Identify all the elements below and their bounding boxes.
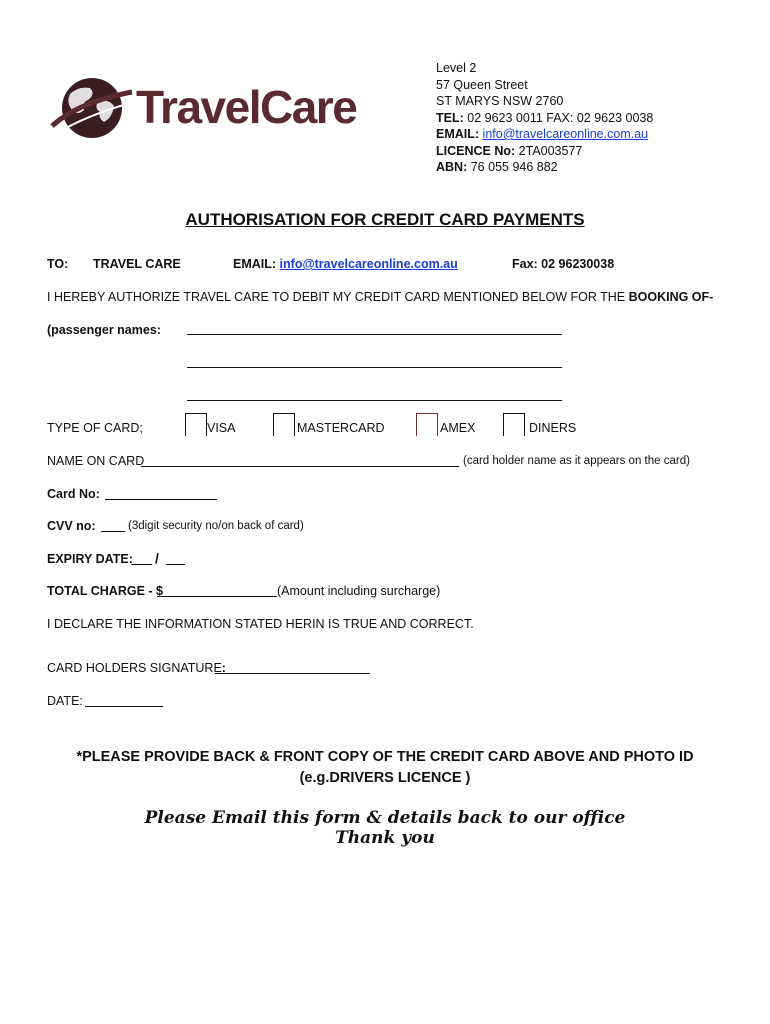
authorize-text [47, 290, 713, 304]
name-on-card-note: (card holder name as it appears on the card) [463, 455, 690, 467]
to-label: TO: [47, 257, 69, 271]
email-line [436, 126, 653, 143]
passenger-name-line-1[interactable] [187, 334, 562, 335]
notice-line-1: *PLEASE PROVIDE BACK & FRONT COPY OF THE CREDIT CARD ABOVE AND PHOTO ID [76, 749, 694, 765]
to-value: TRAVEL CARE [93, 257, 181, 271]
signature-label [47, 661, 226, 675]
card-no-label: Card No: [47, 487, 100, 501]
mastercard-label: MASTERCARD [297, 421, 385, 435]
tel-label: TEL: [436, 110, 464, 125]
signature-colon: : [221, 661, 226, 675]
authorize-text-main: I HEREBY AUTHORIZE TRAVEL CARE TO DEBIT MY CREDIT CARD MENTIONED BELOW FOR THE [47, 290, 629, 304]
licence-value: 2TA003577 [518, 143, 583, 158]
expiry-year-field[interactable] [166, 564, 185, 565]
visa-checkbox[interactable] [185, 413, 207, 436]
date-field[interactable] [85, 706, 163, 707]
logo-text: TravelCare [136, 81, 357, 133]
card-type-label: TYPE OF CARD; [47, 421, 143, 435]
instruction-line-1: Please Email this form & details back to our office [144, 808, 626, 828]
page-title: AUTHORISATION FOR CREDIT CARD PAYMENTS [185, 210, 585, 229]
licence-line [436, 143, 653, 160]
to-email-link[interactable]: info@travelcareonline.com.au [279, 257, 458, 271]
amex-label: AMEX [440, 421, 476, 435]
expiry-label: EXPIRY DATE: [47, 552, 133, 566]
travelcare-logo [48, 72, 378, 144]
visa-label: VISA [207, 421, 236, 435]
expiry-month-field[interactable] [131, 564, 152, 565]
passenger-name-line-2[interactable] [187, 367, 562, 368]
cvv-note: (3digit security no/on back of card) [128, 520, 304, 532]
signature-label-text: CARD HOLDERS SIGNATURE [47, 661, 222, 675]
signature-field[interactable] [215, 673, 370, 674]
card-no-field[interactable] [105, 499, 217, 500]
abn-label: ABN: [436, 160, 468, 174]
tel-value: 02 9623 0011 FAX: 02 9623 0038 [467, 110, 654, 125]
declaration-text: I DECLARE THE INFORMATION STATED HERIN IS TRUE AND CORRECT. [47, 617, 474, 631]
to-fax: Fax: 02 96230038 [512, 257, 615, 271]
to-email [233, 257, 458, 271]
licence-label: LICENCE No: [436, 143, 516, 158]
name-on-card-field[interactable] [141, 466, 459, 467]
photo-id-notice [0, 747, 770, 789]
diners-checkbox[interactable] [503, 413, 525, 436]
total-charge-note: (Amount including surcharge) [277, 584, 441, 598]
address-line: ST MARYS NSW 2760 [436, 94, 564, 108]
instruction-line-2: Thank you [335, 828, 435, 848]
amex-checkbox[interactable] [416, 413, 438, 436]
passenger-label: (passenger names: [47, 323, 161, 337]
email-link[interactable]: info@travelcareonline.com.au [482, 127, 649, 141]
to-email-label: EMAIL: [233, 257, 277, 271]
notice-line-2: (e.g.DRIVERS LICENCE ) [299, 770, 471, 786]
cvv-field[interactable] [101, 531, 125, 532]
abn-line [436, 159, 653, 176]
email-label: EMAIL: [436, 127, 480, 141]
address-line: Level 2 [436, 61, 477, 75]
date-label: DATE: [47, 694, 83, 708]
expiry-separator: / [155, 550, 159, 566]
globe-icon [48, 72, 138, 144]
tel-line [436, 110, 653, 127]
cvv-label: CVV no: [47, 519, 96, 533]
address-block [436, 60, 653, 176]
abn-value: 76 055 946 882 [470, 160, 558, 174]
passenger-name-line-3[interactable] [187, 400, 562, 401]
total-charge-label: TOTAL CHARGE - $ [47, 584, 163, 598]
diners-label: DINERS [529, 421, 577, 435]
mastercard-checkbox[interactable] [273, 413, 295, 436]
name-on-card-label: NAME ON CARD [47, 454, 145, 468]
email-instruction [0, 808, 770, 848]
total-charge-field[interactable] [157, 596, 277, 597]
address-line: 57 Queen Street [436, 77, 528, 92]
authorize-text-bold: BOOKING OF- [628, 290, 714, 304]
